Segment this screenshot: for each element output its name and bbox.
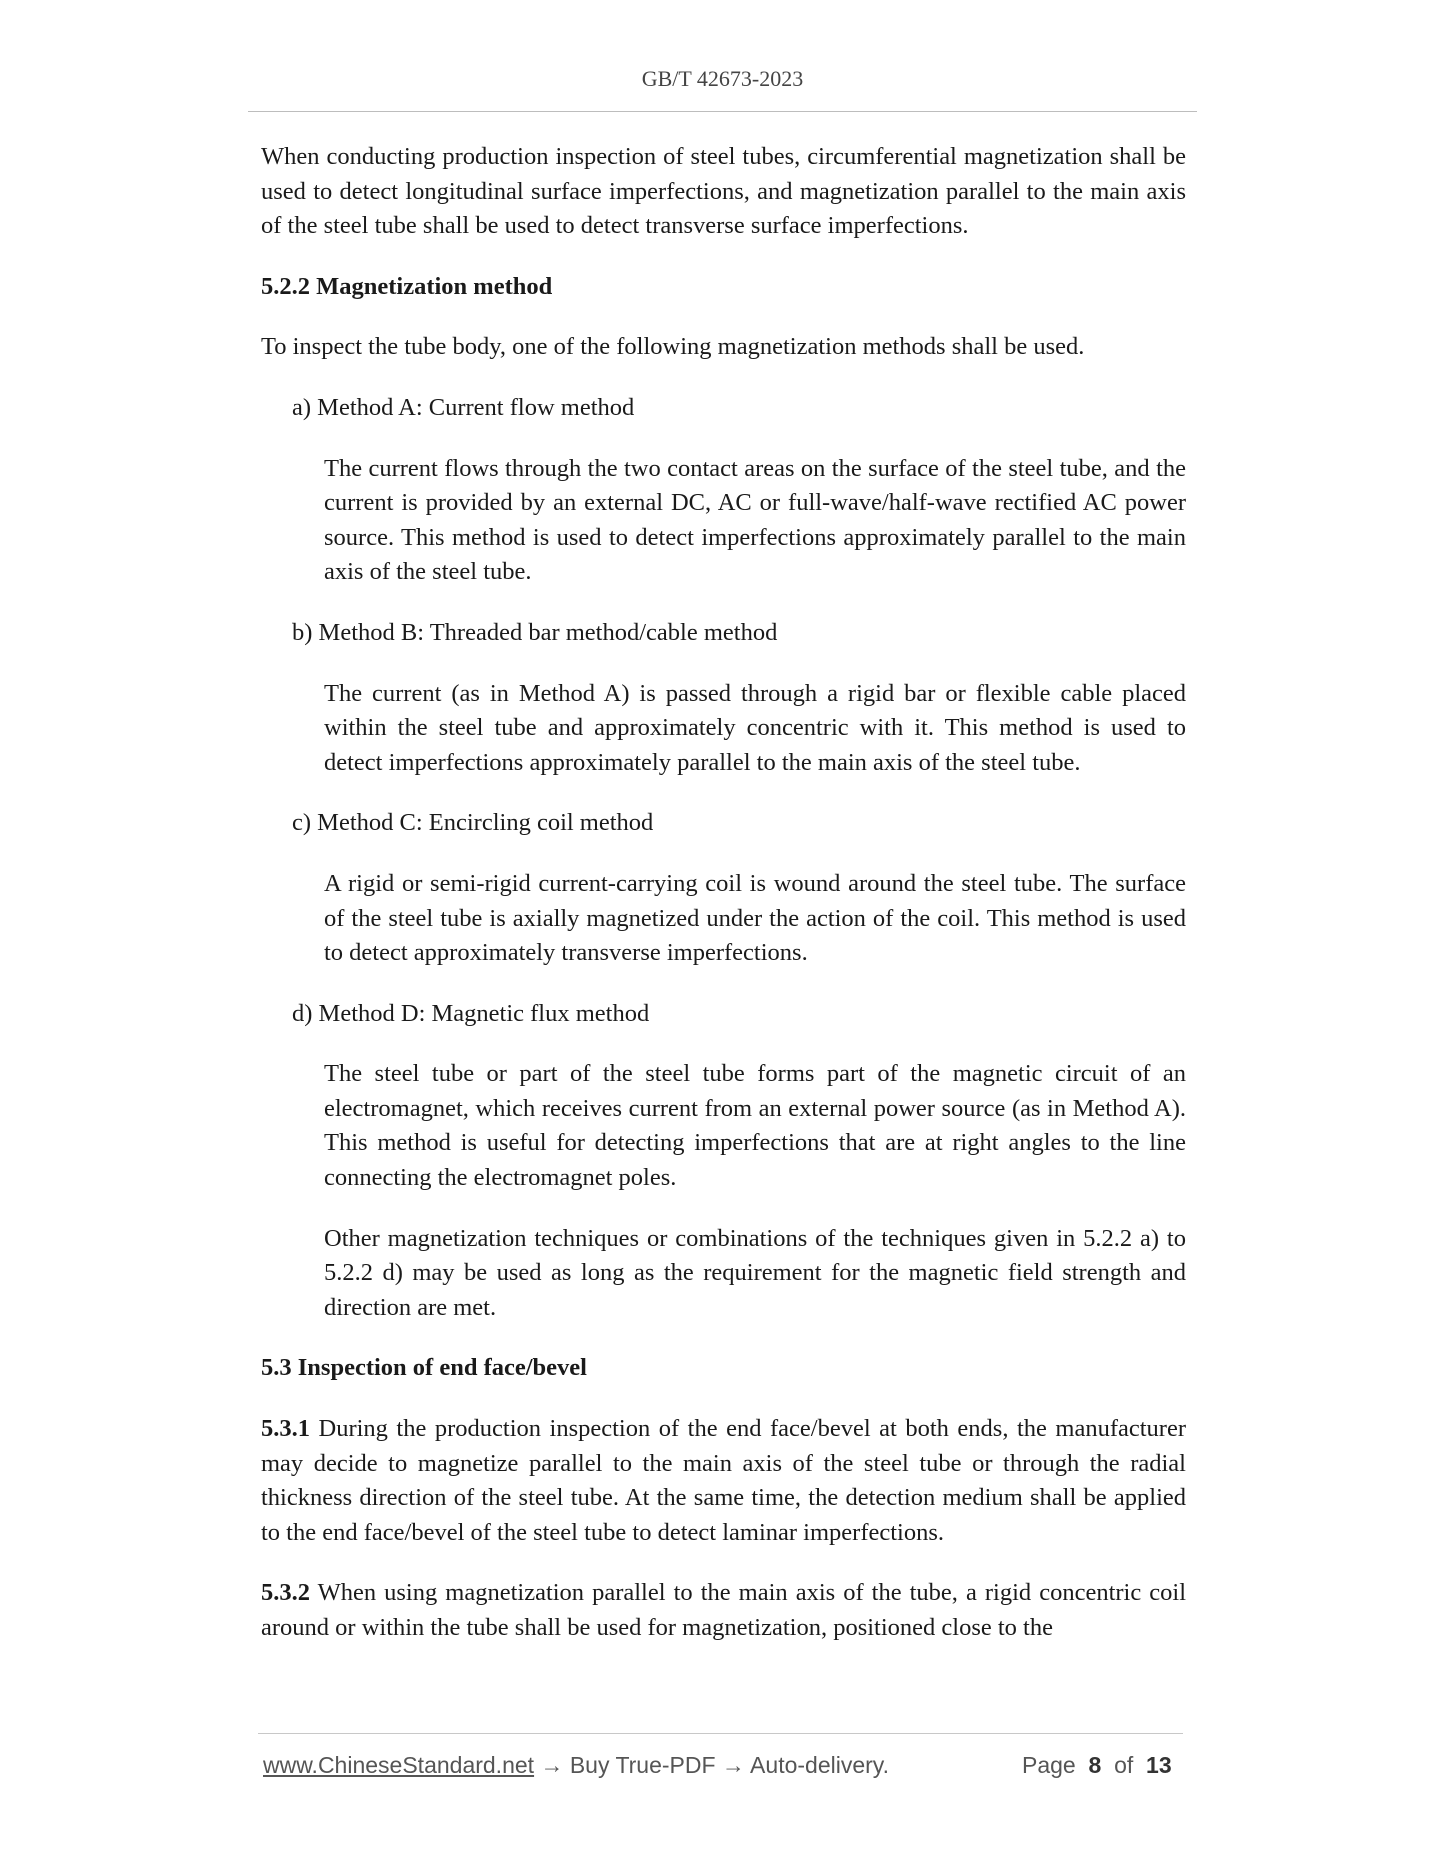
- method-c-text: A rigid or semi-rigid current-carrying coil is wound around the steel tube. The surface of the steel tube is axially magnetized under the action of the coil. This method is used to detect approximately transverse imperfections.: [324, 869, 1186, 967]
- method-a-text: The current flows through the two contact areas on the surface of the steel tube, and the current is provided by an external DC, AC or full-wave/half-wave rectified AC power source. This method is used to detect imperfections approximately parallel to the main axis of the steel tube.: [324, 454, 1186, 586]
- clause-531-text: During the production inspection of the end face/bevel at both ends, the manufacturer may decide to magnetize parallel to the main axis of the steel tube or through the radial thickness direction of the steel tube. At the same time, the detection medium shall be applied to the end face/bevel of the steel tube to detect laminar imperfections.: [261, 1415, 1186, 1546]
- page-body: [261, 140, 1186, 1646]
- footer-divider: [258, 1733, 1183, 1734]
- clause-532-paragraph: [261, 1576, 1186, 1645]
- page-header: GB/T 42673-2023: [641, 66, 804, 91]
- intro-paragraph: When conducting production inspection of steel tubes, circumferential magnetization shall be used to detect longitudinal surface imperfections, and magnetization parallel to the main axis of the steel tube shall be used to detect transverse surface imperfections.: [261, 143, 1186, 240]
- page-word: Page: [1022, 1752, 1076, 1778]
- method-d-text: The steel tube or part of the steel tube forms part of the magnetic circuit of an electromagnet, which receives current from an external power source (as in Method A). This method is useful for detecting imperfections that are at right angles to the line connecting the electromagnet poles.: [324, 1060, 1186, 1192]
- section-53-heading: 5.3 Inspection of end face/bevel: [261, 1354, 587, 1382]
- page-number: 8: [1088, 1752, 1102, 1778]
- clause-531-paragraph: [261, 1412, 1186, 1550]
- other-techniques-paragraph: Other magnetization techniques or combinations of the techniques given in 5.2.2 a) to 5.2.2 d) may be used as long as the requirement for the magnetic field strength and direction are met.: [324, 1224, 1186, 1321]
- clause-531-number: 5.3.1: [261, 1415, 310, 1443]
- method-b-label: b) Method B: Threaded bar method/cable method: [292, 618, 778, 646]
- footer-tagline: → Buy True-PDF → Auto-delivery.: [534, 1752, 889, 1778]
- section-522-heading: 5.2.2 Magnetization method: [261, 272, 553, 300]
- page-indicator: [1022, 1752, 1172, 1779]
- clause-532-number: 5.3.2: [261, 1579, 310, 1607]
- method-a-label: a) Method A: Current flow method: [292, 393, 635, 421]
- method-b-text: The current (as in Method A) is passed through a rigid bar or flexible cable placed within the steel tube and approximately concentric with it. This method is used to detect imperfections approximately parallel to the main axis of the steel tube.: [324, 679, 1186, 776]
- site-link[interactable]: www.ChineseStandard.net: [263, 1752, 535, 1778]
- page-total: 13: [1146, 1752, 1172, 1778]
- footer-promo: [263, 1752, 889, 1779]
- method-d-label: d) Method D: Magnetic flux method: [292, 999, 650, 1027]
- section-522-lead: To inspect the tube body, one of the following magnetization methods shall be used.: [261, 333, 1085, 361]
- of-word: of: [1114, 1752, 1134, 1778]
- method-c-label: c) Method C: Encircling coil method: [292, 809, 654, 837]
- clause-532-text: When using magnetization parallel to the main axis of the tube, a rigid concentric coil around or within the tube shall be used for magnetization, positioned close to the: [261, 1579, 1186, 1641]
- header-divider: [248, 111, 1197, 112]
